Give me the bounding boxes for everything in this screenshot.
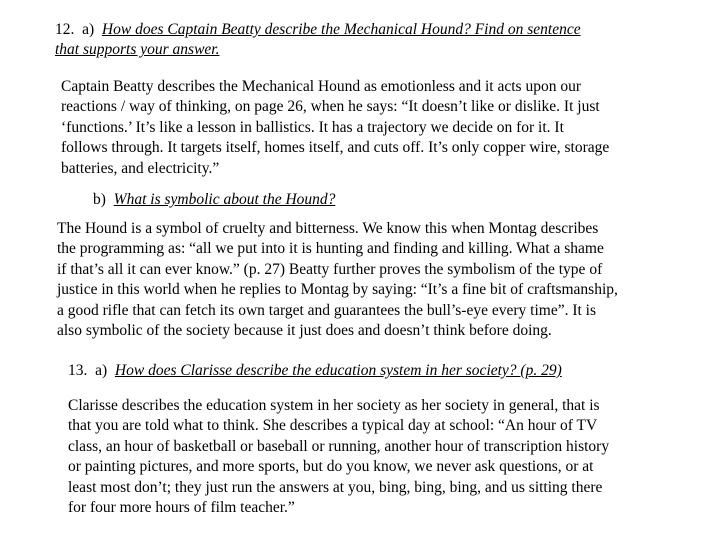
question-13a [68, 361, 708, 381]
question-12b-line [93, 190, 713, 210]
answer-13a [68, 396, 718, 518]
answer-12a [61, 77, 716, 179]
answer-line: if that’s all it can ever know.” (p. 27) Beatty further proves the symbolism of the type of [57, 260, 603, 278]
answer-line: that you are told what to think. She describes a typical day at school: “An hour of TV [68, 417, 598, 435]
answer-line: least most don’t; they just run the answers at you, bing, bing, bing, and us sitting there [68, 478, 603, 496]
question-12a [55, 20, 715, 61]
question-letter: a) [95, 362, 108, 379]
question-number: 12. [55, 21, 75, 38]
question-12a-text-line-1: How does Captain Beatty describe the Mechanical Hound? Find on sentence [101, 21, 581, 38]
answer-12b [57, 219, 717, 341]
answer-line: Captain Beatty describes the Mechanical Hound as emotionless and it acts upon our [61, 78, 581, 95]
question-13a-line [68, 361, 708, 381]
question-letter: b) [93, 191, 106, 208]
answer-line: for four more hours of film teacher.” [68, 499, 295, 517]
answer-line: reactions / way of thinking, on page 26, when he says: “It doesn’t like or dislike. It just [61, 98, 600, 116]
question-12b-text: What is symbolic about the Hound? [113, 191, 336, 208]
answer-line: or painting pictures, and more sports, but do you know, we never ask questions, or at [68, 458, 594, 476]
question-12a-text-line-2: that supports your answer. [55, 41, 220, 59]
answer-line: also symbolic of the society because it just does and doesn’t think before doing. [57, 322, 552, 340]
answer-line: ‘functions.’ It’s like a lesson in ballistics. It has a trajectory we decide on for it. It [61, 118, 564, 136]
question-number: 13. [68, 362, 88, 379]
answer-line: follows through. It targets itself, homes itself, and cuts off. It’s only copper wire, storage [61, 139, 610, 157]
answer-line: Clarisse describes the education system in her society as her society in general, that is [68, 397, 600, 414]
question-12b [93, 190, 713, 210]
answer-line: justice in this world when he replies to Montag by saying: “It’s a fine bit of craftsmanship, [57, 281, 618, 299]
answer-line: The Hound is a symbol of cruelty and bitterness. We know this when Montag describes [57, 220, 599, 237]
answer-line: class, an hour of basketball or baseball or running, another hour of transcription history [68, 437, 610, 455]
question-12a-line-1 [55, 20, 715, 40]
question-13a-text: How does Clarisse describe the education system in her society? (p. 29) [114, 362, 562, 379]
answer-line: a good rifle that can fetch its own target and guarantees the bull’s-eye every time”. It is [57, 301, 597, 319]
answer-line: batteries, and electricity.” [61, 159, 220, 177]
question-letter: a) [82, 21, 95, 38]
answer-line: the programming as: “all we put into it is hunting and finding and killing. What a shame [57, 240, 604, 258]
